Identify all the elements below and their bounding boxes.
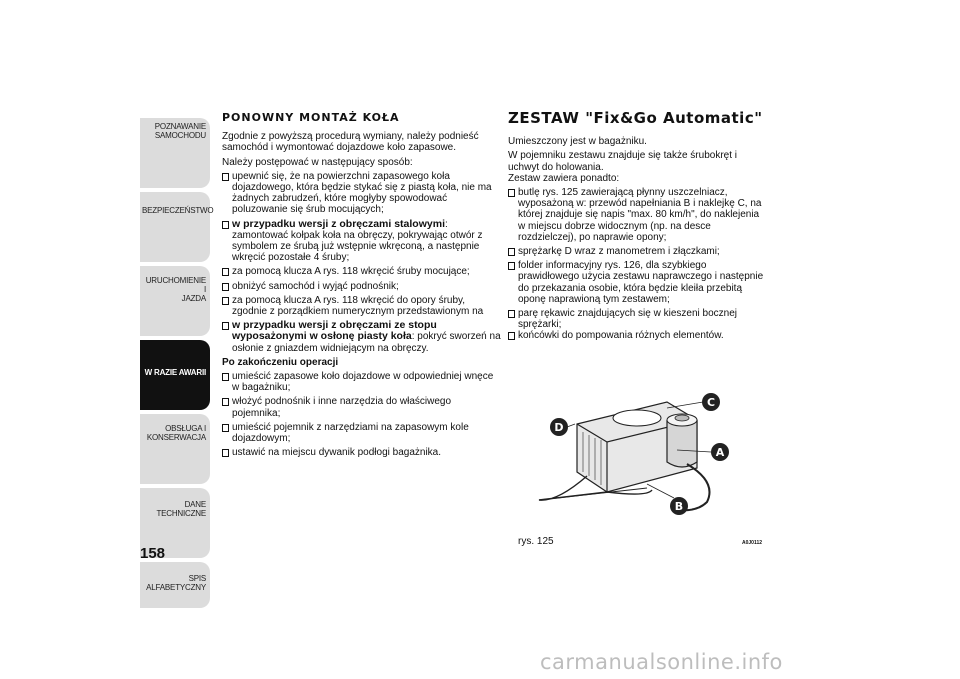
section-title-wheel-refit: PONOWNY MONTAŻ KOŁA <box>222 111 400 124</box>
list-item: parę rękawic znajdujących się w kieszeni bocznej sprężarki; <box>508 308 768 330</box>
section-title-fix-and-go: ZESTAW "Fix&Go Automatic" <box>508 109 763 127</box>
list-item: za pomocą klucza A rys. 118 wkręcić do opory śruby, zgodnie z porządkiem numerycznym przedstawionym na <box>222 295 502 317</box>
subheading-after-operation: Po zakończeniu operacji <box>222 356 339 368</box>
left-column <box>222 112 502 461</box>
figure-caption: rys. 125 <box>518 536 554 547</box>
tab-uruchomienie-i-jazda[interactable]: URUCHOMIENIE I JAZDA <box>140 266 210 336</box>
list-item: butlę rys. 125 zawierającą płynny uszczelniacz, wyposażoną w: przewód napełniania B i naklejkę C, na której znajduje się napis "max. 80 km/h", do naklejenia w miejscu dobrze widocznym (np. na desce rozdzielczej), po naprawie opony; <box>508 187 768 243</box>
tab-w-razie-awarii[interactable]: W RAZIE AWARII <box>140 340 210 410</box>
page-number: 158 <box>140 545 166 562</box>
list-item: folder informacyjny rys. 126, dla szybkiego prawidłowego użycia zestawu naprawczego i następnie do przekazania osobie, która będzie kleiła przebitą oponę naprawioną tym zestawem; <box>508 260 768 305</box>
list-item: obniżyć samochód i wyjąć podnośnik; <box>222 281 502 292</box>
svg-text:A: A <box>715 446 725 459</box>
watermark: carmanualsonline.info <box>540 650 783 674</box>
tab-spis-alfabetyczny[interactable]: SPIS ALFABETYCZNY <box>140 562 210 608</box>
list-item: końcówki do pompowania różnych elementów. <box>508 330 768 341</box>
callout-c <box>702 393 720 411</box>
paragraph-location: Umieszczony jest w bagażniku. <box>508 136 647 148</box>
callout-b <box>670 497 688 515</box>
list-item: włożyć podnośnik i inne narzędzia do właściwego pojemnika; <box>222 396 502 418</box>
list-item: upewnić się, że na powierzchni zapasowego koła dojazdowego, która będzie stykać się z piastą koła, nie ma żadnych zabrudzeń, które mogłyby spowodować poluzowanie się śrub mocujących; <box>222 171 502 216</box>
list-item: za pomocą klucza A rys. 118 wkręcić śruby mocujące; <box>222 266 502 277</box>
tab-obsluga-i-konserwacja[interactable]: OBSŁUGA I KONSERWACJA <box>140 414 210 484</box>
procedure-intro: Należy postępować w następujący sposób: <box>222 156 413 168</box>
compressor-illustration <box>517 372 767 548</box>
list-item: w przypadku wersji z obręczami ze stopu wyposażonymi w osłonę piasty koła: pokryć sworzeń na osłonie z gniazdem widniejącym na obręczy. <box>222 320 502 354</box>
intro-paragraph: Zgodnie z powyższą procedurą wymiany, należy podnieść samochód i wymontować dojazdowe koło zapasowe. <box>222 131 479 154</box>
paragraph-contents: Zestaw zawiera ponadto: <box>508 172 620 184</box>
svg-text:C: C <box>706 396 716 409</box>
paragraph-container: W pojemniku zestawu znajduje się także śrubokręt i uchwyt do holowania. <box>508 150 737 173</box>
tab-bezpieczenstwo[interactable]: BEZPIECZEŃSTWO <box>140 192 210 262</box>
right-column <box>508 109 768 345</box>
list-item: umieścić pojemnik z narzędziami na zapasowym kole dojazdowym; <box>222 422 502 444</box>
list-item: umieścić zapasowe koło dojazdowe w odpowiedniej wnęce w bagażniku; <box>222 371 502 393</box>
svg-text:D: D <box>554 421 564 434</box>
figure-code: A0J0112 <box>742 540 763 546</box>
callout-d <box>550 418 568 436</box>
list-item: sprężarkę D wraz z manometrem i złączkami; <box>508 246 768 257</box>
tab-dane-techniczne[interactable]: DANE TECHNICZNE <box>140 488 210 558</box>
list-item: ustawić na miejscu dywanik podłogi bagażnika. <box>222 447 502 458</box>
tab-poznawanie-samochodu[interactable]: POZNAWANIE SAMOCHODU <box>140 118 210 188</box>
figure-compressor-kit <box>517 372 767 548</box>
svg-text:B: B <box>674 500 684 513</box>
list-item: w przypadku wersji z obręczami stalowymi: zamontować kołpak koła na obręczy, pokrywając otwór z symbolem ze śrubą już wstępnie wkręconą, a następnie wkręcić pozostałe 4 śruby; <box>222 219 502 264</box>
callout-a <box>711 443 729 461</box>
